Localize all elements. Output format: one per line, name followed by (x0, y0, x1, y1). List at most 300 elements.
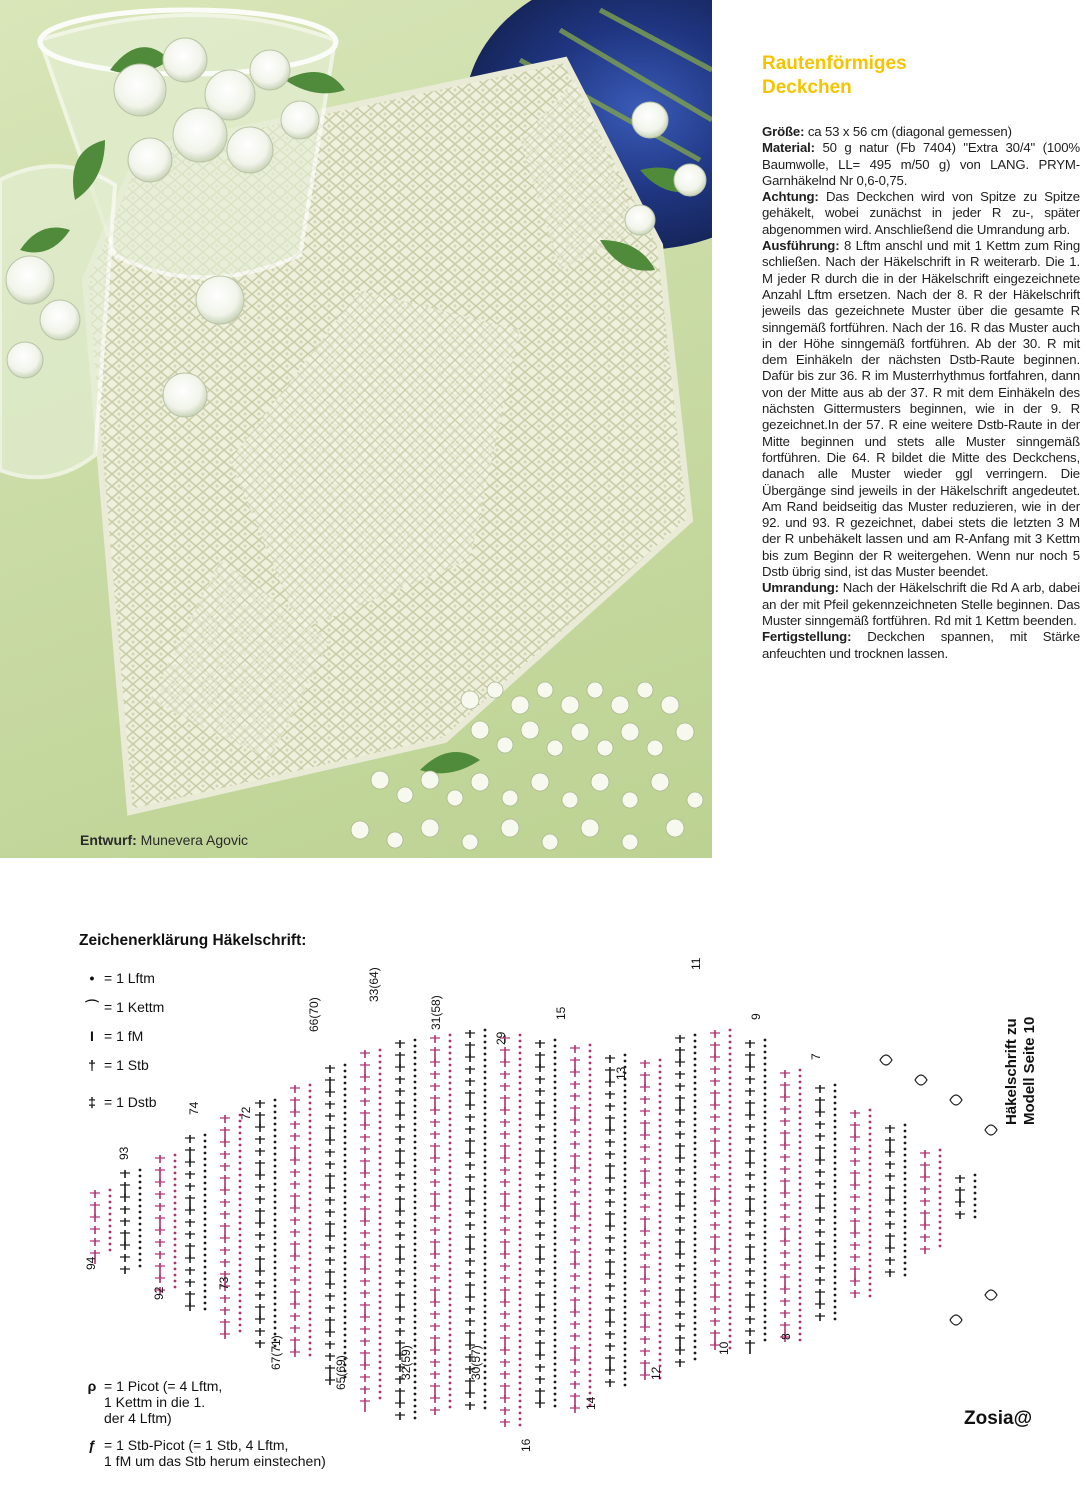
chain-dot (449, 1214, 452, 1217)
chain-dot (204, 1284, 207, 1287)
chain-dot (379, 1145, 382, 1148)
chain-dot (799, 1201, 802, 1204)
chain-dot (694, 1268, 697, 1271)
chain-dot (519, 1100, 522, 1103)
chain-dot (519, 1286, 522, 1289)
chain-dot (659, 1341, 662, 1344)
title-line-2: Deckchen (762, 77, 852, 98)
chain-dot (109, 1195, 112, 1198)
chain-dot (764, 1063, 767, 1066)
chain-dot (484, 1263, 487, 1266)
chain-dot (139, 1259, 142, 1262)
chain-dot (414, 1345, 417, 1348)
chain-dot (484, 1401, 487, 1404)
chain-dot (139, 1169, 142, 1172)
chain-dot (694, 1298, 697, 1301)
chain-dot (624, 1156, 627, 1159)
legend-title: Zeichenerklärung Häkelschrift: (79, 932, 307, 949)
chain-dot (589, 1380, 592, 1383)
chain-dot (764, 1291, 767, 1294)
chain-dot (274, 1159, 277, 1162)
chain-dot (414, 1303, 417, 1306)
chain-dot (974, 1186, 977, 1189)
chain-dot (764, 1321, 767, 1324)
chain-dot (344, 1232, 347, 1235)
chain-dot (589, 1092, 592, 1095)
chain-dot (274, 1261, 277, 1264)
chain-dot (764, 1207, 767, 1210)
chain-dot (414, 1045, 417, 1048)
chain-dot (904, 1232, 907, 1235)
chain-dot (974, 1192, 977, 1195)
chain-dot (449, 1208, 452, 1211)
chain-dot (694, 1322, 697, 1325)
chain-dot (344, 1214, 347, 1217)
chain-dot (799, 1297, 802, 1300)
row-label: 92 (152, 1286, 166, 1300)
chain-dot (414, 1081, 417, 1084)
chain-dot (729, 1293, 732, 1296)
chain-dot (624, 1120, 627, 1123)
chain-dot (414, 1333, 417, 1336)
chain-dot (659, 1059, 662, 1062)
section-text-material: 50 g natur (Fb 7404) "Extra 30/4" (100% Baumwolle, LL= 495 m/50 g) von LANG. PRYM-Garnhäkelnd Nr 0,6-0,75. (762, 140, 1080, 188)
chain-dot (834, 1306, 837, 1309)
chain-dot (729, 1203, 732, 1206)
chain-dot (624, 1354, 627, 1357)
chain-dot (589, 1110, 592, 1113)
chain-dot (764, 1177, 767, 1180)
chain-dot (449, 1286, 452, 1289)
chain-dot (554, 1297, 557, 1300)
chain-dot (309, 1258, 312, 1261)
chain-dot (799, 1177, 802, 1180)
chain-dot (554, 1093, 557, 1096)
chain-dot (799, 1207, 802, 1210)
chain-dot (204, 1254, 207, 1257)
chain-dot (414, 1375, 417, 1378)
chain-dot (519, 1178, 522, 1181)
chain-dot (379, 1373, 382, 1376)
chain-dot (624, 1216, 627, 1219)
chain-dot (309, 1306, 312, 1309)
chain-dot (309, 1198, 312, 1201)
chain-dot (659, 1119, 662, 1122)
chain-dot (799, 1153, 802, 1156)
chain-dot (834, 1192, 837, 1195)
chain-dot (519, 1310, 522, 1313)
chain-dot (624, 1204, 627, 1207)
chain-dot (554, 1057, 557, 1060)
chain-dot (274, 1315, 277, 1318)
chain-dot (449, 1124, 452, 1127)
chain-dot (624, 1258, 627, 1261)
chain-dot (239, 1180, 242, 1183)
chain-dot (344, 1106, 347, 1109)
chain-dot (449, 1376, 452, 1379)
chain-dot (869, 1241, 872, 1244)
chain-dot (589, 1200, 592, 1203)
chain-dot (554, 1255, 557, 1258)
chain-dot (379, 1325, 382, 1328)
chain-dot (974, 1180, 977, 1183)
chain-dot (174, 1190, 177, 1193)
section-label-material: Material: (762, 140, 815, 156)
chain-dot (869, 1127, 872, 1130)
chain-dot (414, 1051, 417, 1054)
chain-dot (139, 1223, 142, 1226)
chain-dot (239, 1222, 242, 1225)
chain-dot (624, 1102, 627, 1105)
chain-dot (939, 1233, 942, 1236)
row-label: 7 (809, 1053, 823, 1060)
row-label: 93 (117, 1146, 131, 1160)
chain-dot (519, 1340, 522, 1343)
credit-name: Munevera Agovic (136, 832, 249, 848)
chain-dot (204, 1188, 207, 1191)
chain-dot (274, 1165, 277, 1168)
chain-dot (414, 1231, 417, 1234)
chain-dot (309, 1342, 312, 1345)
chain-dot (139, 1175, 142, 1178)
chain-dot (484, 1179, 487, 1182)
chain-dot (484, 1083, 487, 1086)
chain-dot (484, 1119, 487, 1122)
chain-dot (659, 1209, 662, 1212)
chain-dot (519, 1046, 522, 1049)
chain-dot (449, 1070, 452, 1073)
chain-dot (939, 1179, 942, 1182)
chain-dot (204, 1302, 207, 1305)
chain-dot (484, 1281, 487, 1284)
chain-dot (204, 1158, 207, 1161)
chain-dot (449, 1304, 452, 1307)
chain-dot (449, 1082, 452, 1085)
chain-dot (379, 1379, 382, 1382)
chain-dot (904, 1178, 907, 1181)
chain-dot (239, 1162, 242, 1165)
chain-dot (519, 1334, 522, 1337)
row-label: 16 (519, 1438, 533, 1452)
legend-text: = 1 fM (104, 1028, 144, 1044)
chain-dot (139, 1217, 142, 1220)
chain-dot (379, 1235, 382, 1238)
chain-dot (764, 1165, 767, 1168)
chain-dot (344, 1142, 347, 1145)
chain-dot (414, 1183, 417, 1186)
chain-dot (624, 1378, 627, 1381)
chain-dot (519, 1136, 522, 1139)
chain-dot (449, 1310, 452, 1313)
chain-dot (484, 1311, 487, 1314)
chain-dot (519, 1190, 522, 1193)
chain-dot (449, 1118, 452, 1121)
chain-dot (414, 1291, 417, 1294)
chain-dot (309, 1288, 312, 1291)
chain-dot (484, 1167, 487, 1170)
chain-dot (204, 1242, 207, 1245)
chain-dot (554, 1063, 557, 1066)
chain-dot (449, 1166, 452, 1169)
chain-dot (694, 1304, 697, 1307)
chain-dot (904, 1160, 907, 1163)
chain-dot (694, 1232, 697, 1235)
chain-dot (554, 1339, 557, 1342)
chain-dot (274, 1195, 277, 1198)
chain-dot (589, 1098, 592, 1101)
chain-dot (869, 1259, 872, 1262)
chain-dot (414, 1261, 417, 1264)
chain-dot (484, 1371, 487, 1374)
chain-dot (379, 1337, 382, 1340)
chain-dot (659, 1203, 662, 1206)
chain-dot (799, 1267, 802, 1270)
chain-dot (904, 1238, 907, 1241)
chain-dot (729, 1125, 732, 1128)
chain-dot (274, 1297, 277, 1300)
chain-dot (834, 1270, 837, 1273)
chain-dot (309, 1324, 312, 1327)
chain-dot (139, 1193, 142, 1196)
chain-dot (379, 1193, 382, 1196)
chain-dot (174, 1184, 177, 1187)
photo-credit (80, 832, 248, 848)
chain-dot (174, 1280, 177, 1283)
chain-dot (554, 1153, 557, 1156)
chain-dot (589, 1278, 592, 1281)
chain-dot (379, 1319, 382, 1322)
chain-dot (449, 1346, 452, 1349)
section-text-finishing: Deckchen spannen, mit Stärke anfeuchten und trocknen lassen. (762, 629, 1080, 661)
doily-photo (0, 0, 712, 858)
chain-dot (799, 1327, 802, 1330)
chain-dot (694, 1118, 697, 1121)
chain-dot (869, 1295, 872, 1298)
chain-dot (694, 1352, 697, 1355)
chain-dot (484, 1257, 487, 1260)
row-label: 74 (187, 1101, 201, 1115)
chain-dot (274, 1237, 277, 1240)
chain-dot (239, 1264, 242, 1267)
chain-dot (659, 1161, 662, 1164)
chain-dot (414, 1189, 417, 1192)
chain-dot (694, 1328, 697, 1331)
chain-dot (764, 1069, 767, 1072)
chain-dot (484, 1131, 487, 1134)
chain-dot (694, 1088, 697, 1091)
chain-dot (449, 1136, 452, 1139)
chain-dot (694, 1106, 697, 1109)
chain-dot (239, 1216, 242, 1219)
chain-dot (344, 1190, 347, 1193)
chain-dot (239, 1132, 242, 1135)
chain-dot (379, 1307, 382, 1310)
chain-dot (449, 1334, 452, 1337)
chain-dot (729, 1251, 732, 1254)
chain-dot (729, 1323, 732, 1326)
chain-dot (764, 1327, 767, 1330)
chain-dot (764, 1279, 767, 1282)
chain-dot (484, 1347, 487, 1350)
chain-dot (624, 1282, 627, 1285)
chain-dot (414, 1195, 417, 1198)
section-label-instructions: Ausführung: (762, 238, 840, 254)
row-label: 15 (554, 1006, 568, 1020)
legend-text: = 1 Lftm (104, 970, 155, 986)
chain-dot (309, 1282, 312, 1285)
chain-dot (834, 1132, 837, 1135)
chain-dot (624, 1318, 627, 1321)
chain-dot (799, 1093, 802, 1096)
chain-dot (589, 1158, 592, 1161)
chain-dot (519, 1394, 522, 1397)
chain-dot (939, 1203, 942, 1206)
chain-dot (729, 1077, 732, 1080)
chain-dot (554, 1315, 557, 1318)
chain-dot (694, 1196, 697, 1199)
chain-dot (274, 1111, 277, 1114)
chain-dot (239, 1324, 242, 1327)
chain-dot (519, 1214, 522, 1217)
chain-dot (139, 1181, 142, 1184)
chain-dot (659, 1251, 662, 1254)
chain-dot (764, 1237, 767, 1240)
chain-dot (764, 1087, 767, 1090)
chain-dot (659, 1317, 662, 1320)
chain-dot (414, 1093, 417, 1096)
chain-dot (624, 1144, 627, 1147)
chain-dot (904, 1274, 907, 1277)
chain-dot (869, 1199, 872, 1202)
chain-dot (309, 1354, 312, 1357)
chain-dot (109, 1231, 112, 1234)
chain-dot (344, 1088, 347, 1091)
chain-dot (379, 1091, 382, 1094)
chain-dot (554, 1309, 557, 1312)
chain-dot (414, 1063, 417, 1066)
chain-dot (659, 1083, 662, 1086)
chain-dot (729, 1233, 732, 1236)
chain-dot (379, 1073, 382, 1076)
chain-dot (624, 1126, 627, 1129)
chain-dot (694, 1100, 697, 1103)
chain-dot (729, 1113, 732, 1116)
chain-dot (449, 1256, 452, 1259)
chain-dot (764, 1045, 767, 1048)
chain-dot (939, 1221, 942, 1224)
chain-dot (344, 1064, 347, 1067)
chain-dot (694, 1334, 697, 1337)
chain-dot (659, 1221, 662, 1224)
chain-dot (344, 1304, 347, 1307)
chain-dot (519, 1388, 522, 1391)
chain-dot (379, 1355, 382, 1358)
chain-dot (449, 1112, 452, 1115)
chain-dot (309, 1120, 312, 1123)
chain-dot (519, 1226, 522, 1229)
chain-dot (974, 1174, 977, 1177)
chain-dot (869, 1217, 872, 1220)
chain-dot (694, 1148, 697, 1151)
chain-dot (239, 1210, 242, 1213)
chain-dot (239, 1258, 242, 1261)
chain-dot (519, 1328, 522, 1331)
chain-dot (109, 1243, 112, 1246)
chain-dot (624, 1276, 627, 1279)
chain-dot (519, 1382, 522, 1385)
chain-dot (764, 1105, 767, 1108)
chain-dot (659, 1329, 662, 1332)
chain-dot (554, 1285, 557, 1288)
chain-dot (904, 1154, 907, 1157)
chain-dot (764, 1303, 767, 1306)
chain-dot (484, 1239, 487, 1242)
picot-mark (915, 1075, 927, 1085)
chain-dot (239, 1228, 242, 1231)
chain-dot (239, 1138, 242, 1141)
chain-dot (379, 1139, 382, 1142)
chain-dot (589, 1050, 592, 1053)
chain-dot (869, 1169, 872, 1172)
chain-dot (624, 1210, 627, 1213)
chain-dot (589, 1350, 592, 1353)
chain-dot (484, 1209, 487, 1212)
chain-dot (239, 1312, 242, 1315)
chain-dot (659, 1263, 662, 1266)
chain-dot (729, 1101, 732, 1104)
chain-dot (484, 1155, 487, 1158)
chain-dot (834, 1252, 837, 1255)
chain-dot (519, 1196, 522, 1199)
chain-dot (344, 1346, 347, 1349)
chain-dot (694, 1274, 697, 1277)
chain-dot (239, 1198, 242, 1201)
chain-dot (174, 1268, 177, 1271)
chain-dot (139, 1205, 142, 1208)
row-label: 32(59) (399, 1345, 413, 1380)
chain-dot (904, 1124, 907, 1127)
chain-dot (274, 1135, 277, 1138)
chain-dot (659, 1347, 662, 1350)
row-label: 9 (749, 1013, 763, 1020)
chain-dot (414, 1171, 417, 1174)
chain-dot (484, 1215, 487, 1218)
chain-dot (659, 1215, 662, 1218)
chain-dot (764, 1219, 767, 1222)
chain-dot (589, 1068, 592, 1071)
chain-dot (694, 1112, 697, 1115)
chain-dot (659, 1071, 662, 1074)
chain-dot (834, 1168, 837, 1171)
chain-dot (764, 1039, 767, 1042)
chain-dot (239, 1144, 242, 1147)
chain-dot (484, 1335, 487, 1338)
stb-icon: † (88, 1057, 96, 1073)
chain-dot (729, 1191, 732, 1194)
chain-dot (519, 1082, 522, 1085)
chain-dot (729, 1029, 732, 1032)
chain-dot (764, 1315, 767, 1318)
arc-icon: ⌒ (85, 999, 99, 1015)
chain-dot (834, 1264, 837, 1267)
chain-dot (414, 1321, 417, 1324)
chain-dot (344, 1352, 347, 1355)
chain-dot (694, 1208, 697, 1211)
chain-dot (694, 1046, 697, 1049)
chain-dot (414, 1249, 417, 1252)
chain-dot (239, 1186, 242, 1189)
chain-dot (799, 1099, 802, 1102)
